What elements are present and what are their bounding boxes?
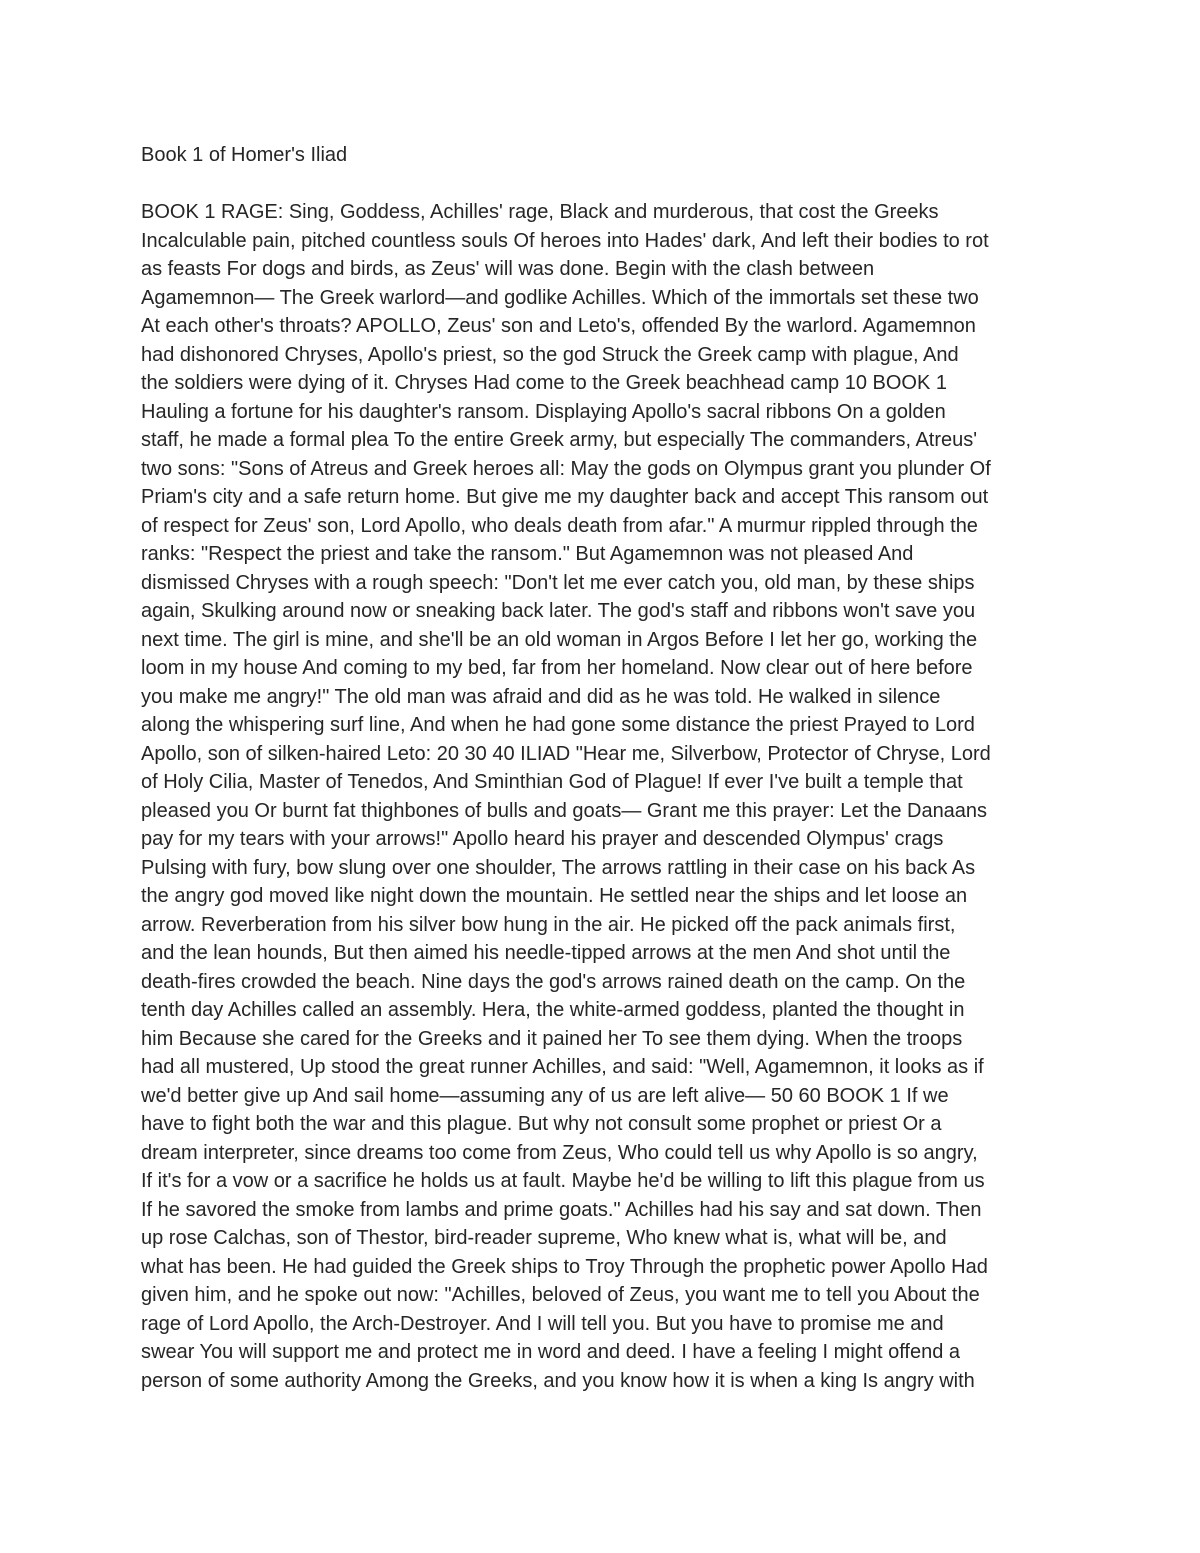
body-line: and the lean hounds, But then aimed his needle-tipped arrows at the men And shot until the bbox=[141, 942, 951, 964]
body-line: At each other's throats? APOLLO, Zeus' son and Leto's, offended By the warlord. Agamemnon bbox=[141, 315, 976, 337]
body-line: Incalculable pain, pitched countless souls Of heroes into Hades' dark, And left their bodies to rot bbox=[141, 229, 989, 252]
body-line: next time. The girl is mine, and she'll be an old woman in Argos Before I let her go, working the bbox=[141, 628, 978, 651]
body-line: arrow. Reverberation from his silver bow hung in the air. He picked off the pack animals first, bbox=[141, 913, 956, 936]
body-line: Pulsing with fury, bow slung over one shoulder, The arrows rattling in their case on his back As bbox=[141, 856, 976, 879]
body-line: rage of Lord Apollo, the Arch-Destroyer. And I will tell you. But you have to promise me and bbox=[141, 1312, 944, 1335]
body-line: dismissed Chryses with a rough speech: "Don't let me ever catch you, old man, by these ships bbox=[141, 571, 975, 594]
body-line: what has been. He had guided the Greek ships to Troy Through the prophetic power Apollo Had bbox=[141, 1255, 988, 1278]
body-line: pleased you Or burnt fat thighbones of bulls and goats— Grant me this prayer: Let the Danaans bbox=[141, 799, 988, 822]
body-line: of respect for Zeus' son, Lord Apollo, who deals death from afar." A murmur rippled through the bbox=[141, 514, 978, 537]
body-line: dream interpreter, since dreams too come from Zeus, Who could tell us why Apollo is so angry, bbox=[141, 1141, 978, 1164]
body-line: tenth day Achilles called an assembly. Hera, the white-armed goddess, planted the thought in bbox=[141, 999, 965, 1021]
body-line: two sons: "Sons of Atreus and Greek heroes all: May the gods on Olympus grant you plunder Of bbox=[141, 457, 991, 480]
body-line: him Because she cared for the Greeks and it pained her To see them dying. When the troops bbox=[141, 1027, 963, 1050]
body-line: Hauling a fortune for his daughter's ransom. Displaying Apollo's sacral ribbons On a golden bbox=[141, 400, 946, 423]
body-line: swear You will support me and protect me in word and deed. I have a feeling I might offend a bbox=[141, 1341, 961, 1363]
body-line: If it's for a vow or a sacrifice he holds us at fault. Maybe he'd be willing to lift this plague from us bbox=[141, 1170, 985, 1192]
body-line: Priam's city and a safe return home. But give me my daughter back and accept This ransom out bbox=[141, 486, 989, 508]
body-line: Agamemnon— The Greek warlord—and godlike Achilles. Which of the immortals set these two bbox=[141, 286, 979, 309]
body-line: person of some authority Among the Greeks, and you know how it is when a king Is angry with bbox=[141, 1369, 975, 1392]
body-line: given him, and he spoke out now: "Achilles, beloved of Zeus, you want me to tell you About the bbox=[141, 1284, 980, 1306]
body-line: Apollo, son of silken-haired Leto: 20 30 40 ILIAD "Hear me, Silverbow, Protector of Chryse, Lord bbox=[141, 742, 991, 765]
body-line: death-fires crowded the beach. Nine days the god's arrows rained death on the camp. On the bbox=[141, 970, 966, 993]
body-line: loom in my house And coming to my bed, far from her homeland. Now clear out of here before bbox=[141, 657, 973, 679]
body-line: BOOK 1 RAGE: Sing, Goddess, Achilles' rage, Black and murderous, that cost the Greeks bbox=[141, 201, 939, 223]
document-title: Book 1 of Homer's Iliad bbox=[141, 144, 348, 166]
body-line: up rose Calchas, son of Thestor, bird-reader supreme, Who knew what is, what will be, and bbox=[141, 1227, 947, 1249]
body-line: along the whispering surf line, And when he had gone some distance the priest Prayed to Lord bbox=[141, 714, 975, 736]
body-line: as feasts For dogs and birds, as Zeus' will was done. Begin with the clash between bbox=[141, 258, 875, 280]
body-line: ranks: "Respect the priest and take the ransom." But Agamemnon was not pleased And bbox=[141, 543, 914, 565]
document-body bbox=[141, 198, 1061, 1395]
body-line: you make me angry!" The old man was afraid and did as he was told. He walked in silence bbox=[141, 685, 941, 708]
body-line: the soldiers were dying of it. Chryses Had come to the Greek beachhead camp 10 BOOK 1 bbox=[141, 372, 947, 394]
body-line: had all mustered, Up stood the great runner Achilles, and said: "Well, Agamemnon, it looks as if bbox=[141, 1056, 984, 1078]
body-line: staff, he made a formal plea To the entire Greek army, but especially The commanders, Atreus' bbox=[141, 429, 978, 451]
body-line: pay for my tears with your arrows!" Apollo heard his prayer and descended Olympus' crags bbox=[141, 828, 944, 850]
body-line: the angry god moved like night down the mountain. He settled near the ships and let loose an bbox=[141, 885, 968, 907]
body-line: of Holy Cilia, Master of Tenedos, And Sminthian God of Plague! If ever I've built a temple that bbox=[141, 771, 963, 793]
body-line: have to fight both the war and this plague. But why not consult some prophet or priest Or a bbox=[141, 1113, 942, 1135]
body-line: had dishonored Chryses, Apollo's priest, so the god Struck the Greek camp with plague, And bbox=[141, 343, 959, 366]
body-line: we'd better give up And sail home—assuming any of us are left alive— 50 60 BOOK 1 If we bbox=[141, 1084, 949, 1107]
body-line: again, Skulking around now or sneaking back later. The god's staff and ribbons won't save you bbox=[141, 600, 976, 622]
body-line: If he savored the smoke from lambs and prime goats." Achilles had his say and sat down. Then bbox=[141, 1198, 982, 1221]
